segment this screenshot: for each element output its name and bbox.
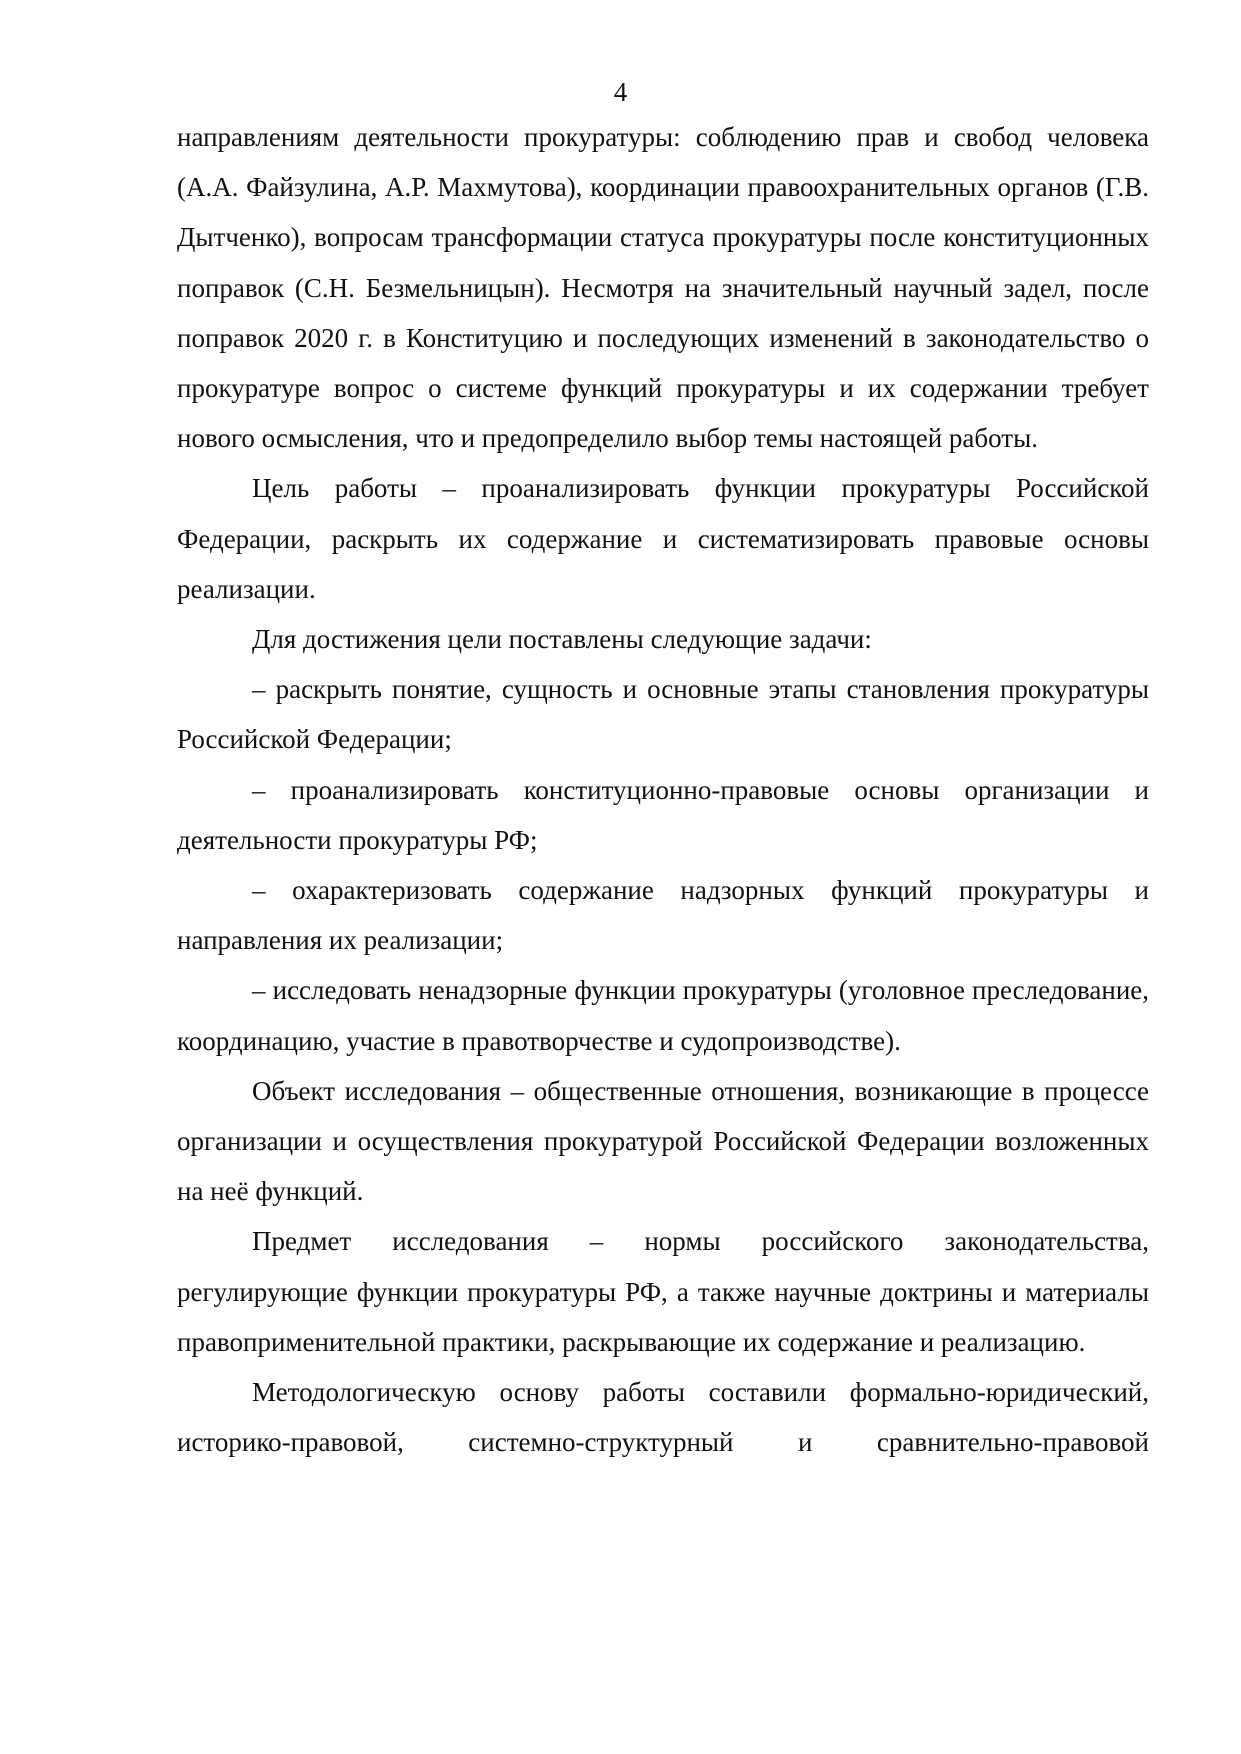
page-number: 4	[613, 77, 628, 107]
paragraph-subject: Предмет исследования – нормы российского законодательства, регулирующие функции прокуратуры РФ, а также научные доктрины и материалы правоприменительной практики, раскрывающие их содержание и реализацию.	[177, 1226, 1149, 1357]
paragraph-goal: Цель работы – проанализировать функции прокуратуры Российской Федерации, раскрыть их содержание и систематизировать правовые основы реализации.	[177, 473, 1149, 604]
task-item: – исследовать ненадзорные функции прокуратуры (уголовное преследование, координацию, участие в правотворчестве и судопроизводстве).	[177, 975, 1149, 1056]
paragraph-object: Объект исследования – общественные отношения, возникающие в процессе организации и осуществления прокуратурой Российской Федерации возложенных на неё функций.	[177, 1075, 1149, 1207]
document-body	[177, 112, 1149, 1467]
task-item: – охарактеризовать содержание надзорных функций прокуратуры и направления их реализации;	[177, 875, 1149, 956]
task-item: – проанализировать конституционно-правовые основы организации и деятельности прокуратуры РФ;	[177, 774, 1149, 855]
paragraph-continuation: направлениям деятельности прокуратуры: соблюдению прав и свобод человека (А.А. Файзулина, А.Р. Махмутова), координации правоохранительных органов (Г.В. Дытченко), вопросам трансформации статуса прокуратуры после конституционных поправок (С.Н. Безмельницын). Несмотря на значительный научный задел, после поправок 2020 г. в Конституцию и последующих изменений в законодательство о прокуратуре вопрос о системе функций прокуратуры и их содержании требует нового осмысления, что и предопределило выбор темы настоящей работы.	[177, 122, 1149, 454]
task-item: – раскрыть понятие, сущность и основные этапы становления прокуратуры Российской Федерации;	[177, 674, 1149, 755]
paragraph-methodology: Методологическую основу работы составили формально-юридический, историко-правовой, системно-структурный и сравнительно-правовой	[177, 1377, 1149, 1458]
paragraph-tasks-intro: Для достижения цели поставлены следующие задачи:	[252, 624, 872, 655]
